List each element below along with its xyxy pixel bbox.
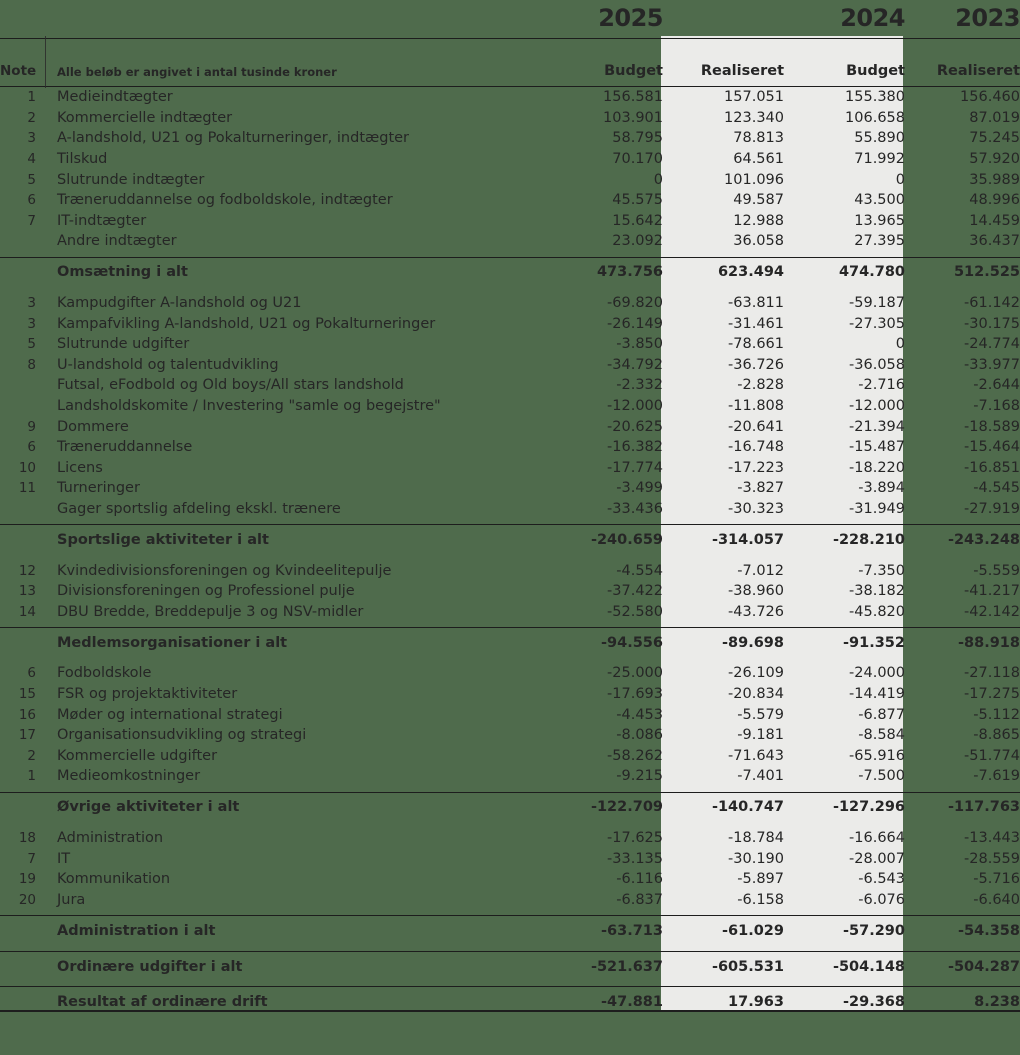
row-label: Administration [57,829,164,846]
value-2024-budget: -504.148 [796,952,917,982]
value-2024-realiseret: -20.834 [728,685,784,702]
value-2025-budget: 156.581 [603,89,663,106]
value-2025-budget: -9.215 [616,768,663,785]
table-row [0,499,1020,520]
note-number [0,628,45,658]
value-2024-realiseret: -2.828 [737,377,784,394]
value-2024-realiseret: -5.579 [737,706,784,723]
value-2024-realiseret: -605.531 [675,952,796,982]
value-2023-realiseret: 48.996 [969,192,1020,209]
value-2025-budget: 473.756 [560,257,675,287]
value-2025-budget: -37.422 [607,583,663,600]
value-2023-realiseret: -2.644 [973,377,1020,394]
note-column-header: Note [0,39,45,87]
row-label: Kommercielle indtægter [57,109,233,126]
value-2024-budget: 27.395 [854,233,905,250]
value-2024-realiseret: -6.158 [737,891,784,908]
value-2024-budget: -24.000 [849,665,905,682]
value-2024-realiseret: -7.401 [737,768,784,785]
value-2023-realiseret: 35.989 [969,171,1020,188]
value-2025-budget: 45.575 [612,192,663,209]
table-row [0,684,1020,705]
note-number: 4 [27,151,36,168]
note-number: 15 [18,685,36,702]
table-row [0,416,1020,437]
value-2023-realiseret: -243.248 [917,525,1020,555]
row-label: Møder og international strategi [57,706,283,723]
value-2024-realiseret: -314.057 [675,525,796,555]
value-2023-realiseret: -27.118 [964,665,1020,682]
row-label: Kampafvikling A-landshold, U21 og Pokalturneringer [57,315,436,332]
value-2024-realiseret: 78.813 [733,130,784,147]
note-number: 9 [27,418,36,435]
year-2023: 2023 [955,4,1020,32]
row-label: Slutrunde udgifter [57,336,190,353]
value-2023-realiseret: -6.640 [973,891,1020,908]
value-2024-realiseret: -9.181 [737,727,784,744]
table-row [0,190,1020,211]
value-2025-budget: -47.881 [560,987,675,1017]
row-label: A-landshold, U21 og Pokalturneringer, indtægter [57,130,410,147]
table-row [0,396,1020,417]
value-2024-realiseret: 17.963 [675,987,796,1017]
value-2024-budget: -16.664 [849,829,905,846]
value-2025-budget: -34.792 [607,356,663,373]
value-2024-budget: 43.500 [854,192,905,209]
row-label: Gager sportslig afdeling ekskl. trænere [57,500,341,517]
value-2025-budget: -6.116 [616,871,663,888]
value-2025-budget: -3.850 [616,336,663,353]
section-total-row [0,525,1020,555]
note-number: 19 [18,871,36,888]
value-2025-budget: -521.637 [560,952,675,982]
table-row [0,725,1020,746]
row-label: Futsal, eFodbold og Old boys/All stars landshold [57,377,404,394]
value-2024-budget: -3.894 [858,480,905,497]
value-2024-budget: -65.916 [849,747,905,764]
row-label: Træneruddannelse og fodboldskole, indtægter [57,192,393,209]
note-number [0,952,45,982]
row-label: IT-indtægter [57,212,147,229]
note-number: 5 [27,171,36,188]
note-number: 20 [18,891,36,908]
value-2023-realiseret: -33.977 [964,356,1020,373]
row-label: Øvrige aktiviteter i alt [45,792,560,822]
row-label: Medieomkostninger [57,768,201,785]
value-2024-realiseret: 64.561 [733,151,784,168]
value-2024-realiseret: -63.811 [728,295,784,312]
value-2024-budget: -8.584 [858,727,905,744]
row-label: Andre indtægter [57,233,177,250]
value-2024-realiseret: -61.029 [675,916,796,946]
value-2025-budget: -33.436 [607,500,663,517]
value-2024-realiseret: -17.223 [728,459,784,476]
table-row [0,169,1020,190]
value-2023-realiseret: -18.589 [964,418,1020,435]
note-number: 12 [18,562,36,579]
value-2023-realiseret: -41.217 [964,583,1020,600]
value-2025-budget: -58.262 [607,747,663,764]
value-2024-realiseret: -7.012 [737,562,784,579]
value-2023-realiseret: -28.559 [964,850,1020,867]
value-2025-budget: 58.795 [612,130,663,147]
value-2025-budget: -26.149 [607,315,663,332]
note-number [0,499,45,520]
value-2024-budget: -36.058 [849,356,905,373]
value-2024-realiseret: -16.748 [728,439,784,456]
value-2023-realiseret: -16.851 [964,459,1020,476]
row-label: Dommere [57,418,129,435]
note-number [0,257,45,287]
value-2024-budget: 55.890 [854,130,905,147]
table-row [0,560,1020,581]
col-header-2024-realiseret: Realiseret [675,39,796,87]
note-number [0,916,45,946]
column-header-row [0,39,1020,87]
col-header-2023-realiseret: Realiseret [917,39,1020,87]
table-row [0,108,1020,129]
value-2025-budget: -122.709 [560,792,675,822]
value-2024-realiseret: -20.641 [728,418,784,435]
note-number: 2 [27,109,36,126]
table-row [0,704,1020,725]
value-2024-budget: -38.182 [849,583,905,600]
value-2023-realiseret: 57.920 [969,151,1020,168]
year-2025: 2025 [598,4,663,32]
section-total-row [0,916,1020,946]
row-label: Ordinære udgifter i alt [45,952,560,982]
row-label: Sportslige aktiviteter i alt [45,525,560,555]
value-2025-budget: -8.086 [616,727,663,744]
note-number: 7 [27,212,36,229]
note-number: 3 [27,295,36,312]
value-2024-realiseret: 12.988 [733,212,784,229]
row-label: Træneruddannelse [57,439,193,456]
value-2024-realiseret: -38.960 [728,583,784,600]
value-2023-realiseret: -5.112 [973,706,1020,723]
note-number: 5 [27,336,36,353]
note-number: 14 [18,603,36,620]
row-label: Landsholdskomite / Investering "samle og begejstre" [57,398,441,415]
value-2023-realiseret: -42.142 [964,603,1020,620]
value-2025-budget: -16.382 [607,439,663,456]
row-label: Fodboldskole [57,665,152,682]
value-2023-realiseret: -7.619 [973,768,1020,785]
value-2024-realiseret: -26.109 [728,665,784,682]
row-label: Resultat af ordinære drift [45,987,560,1017]
row-label: Divisionsforeningen og Professionel pulje [57,583,355,600]
row-label: Medieindtægter [57,89,173,106]
value-2024-realiseret: 123.340 [724,109,784,126]
section-total-row [0,792,1020,822]
value-2024-budget: -91.352 [796,628,917,658]
value-2024-realiseret: 101.096 [724,171,784,188]
table-row [0,149,1020,170]
value-2024-realiseret: -5.897 [737,871,784,888]
table-row [0,375,1020,396]
table-row [0,889,1020,910]
value-2025-budget: -52.580 [607,603,663,620]
value-2023-realiseret: 36.437 [969,233,1020,250]
note-number: 1 [27,768,36,785]
value-2023-realiseret: -88.918 [917,628,1020,658]
value-2025-budget: -240.659 [560,525,675,555]
value-2023-realiseret: -4.545 [973,480,1020,497]
value-2023-realiseret: -30.175 [964,315,1020,332]
table-row [0,663,1020,684]
value-2023-realiseret: 156.460 [960,89,1020,106]
value-2023-realiseret: -54.358 [917,916,1020,946]
table-row [0,766,1020,787]
value-2023-realiseret: -27.919 [964,500,1020,517]
note-column-divider [45,36,46,88]
table-row [0,355,1020,376]
note-number [0,375,45,396]
section-total-row [0,628,1020,658]
grand-total-row [0,952,1020,982]
value-2025-budget: -4.554 [616,562,663,579]
year-2024: 2024 [840,4,905,32]
value-2023-realiseret: -15.464 [964,439,1020,456]
value-2024-budget: 0 [895,336,905,353]
value-2025-budget: -20.625 [607,418,663,435]
value-2024-realiseret: -30.190 [728,850,784,867]
value-2025-budget: -17.625 [607,829,663,846]
value-2024-budget: -6.076 [858,891,905,908]
value-2024-budget: 0 [895,171,905,188]
value-2023-realiseret: -17.275 [964,685,1020,702]
note-number: 3 [27,315,36,332]
value-2024-realiseret: -89.698 [675,628,796,658]
value-2024-budget: -31.949 [849,500,905,517]
row-label: Licens [57,459,103,476]
value-2025-budget: 0 [653,171,663,188]
unit-note-label: Alle beløb er angivet i antal tusinde kroner [45,39,560,87]
note-number: 18 [18,829,36,846]
value-2023-realiseret: -5.559 [973,562,1020,579]
value-2023-realiseret: -24.774 [964,336,1020,353]
value-2024-budget: 155.380 [845,89,905,106]
value-2024-budget: -228.210 [796,525,917,555]
value-2024-budget: -18.220 [849,459,905,476]
year-header-blank [675,0,796,39]
row-label: IT [57,850,71,867]
value-2023-realiseret: 14.459 [969,212,1020,229]
table-row [0,437,1020,458]
value-2024-budget: -6.543 [858,871,905,888]
table-row [0,601,1020,622]
value-2024-budget: 106.658 [845,109,905,126]
table-row [0,458,1020,479]
value-2023-realiseret: -7.168 [973,398,1020,415]
value-2025-budget: -2.332 [616,377,663,394]
value-2025-budget: -17.693 [607,685,663,702]
note-number [0,396,45,417]
row-label: Jura [57,891,86,908]
value-2024-realiseret: -36.726 [728,356,784,373]
value-2025-budget: -33.135 [607,850,663,867]
table-row [0,581,1020,602]
table-bottom-rule [0,1010,1020,1012]
row-label: Kommunikation [57,871,171,888]
table-row [0,293,1020,314]
value-2024-realiseret: -43.726 [728,603,784,620]
value-2024-budget: -59.187 [849,295,905,312]
value-2023-realiseret: -8.865 [973,727,1020,744]
note-number: 6 [27,439,36,456]
value-2025-budget: -94.556 [560,628,675,658]
row-label: Kampudgifter A-landshold og U21 [57,295,302,312]
value-2024-realiseret: -11.808 [728,398,784,415]
row-label: FSR og projektaktiviteter [57,685,238,702]
note-number: 11 [18,480,36,497]
value-2024-realiseret: -71.643 [728,747,784,764]
value-2023-realiseret: -13.443 [964,829,1020,846]
row-label: U-landshold og talentudvikling [57,356,279,373]
value-2025-budget: -17.774 [607,459,663,476]
value-2025-budget: -63.713 [560,916,675,946]
value-2024-realiseret: 49.587 [733,192,784,209]
value-2024-budget: -29.368 [796,987,917,1017]
table-row [0,87,1020,108]
table-row [0,869,1020,890]
value-2025-budget: -25.000 [607,665,663,682]
value-2025-budget: -4.453 [616,706,663,723]
row-label: Organisationsudvikling og strategi [57,727,307,744]
value-2024-budget: 13.965 [854,212,905,229]
value-2024-budget: -21.394 [849,418,905,435]
note-number: 1 [27,89,36,106]
value-2024-budget: 474.780 [796,257,917,287]
table-row [0,128,1020,149]
note-number [0,231,45,252]
value-2024-realiseret: 157.051 [724,89,784,106]
note-number: 2 [27,747,36,764]
value-2024-budget: -2.716 [858,377,905,394]
row-label: DBU Bredde, Breddepulje 3 og NSV-midler [57,603,364,620]
note-number [0,792,45,822]
table-row [0,478,1020,499]
table-row [0,848,1020,869]
value-2024-realiseret: -140.747 [675,792,796,822]
value-2024-realiseret: -78.661 [728,336,784,353]
row-label: Kommercielle udgifter [57,747,218,764]
value-2024-budget: 71.992 [854,151,905,168]
note-number [0,525,45,555]
value-2024-realiseret: -3.827 [737,480,784,497]
note-number: 17 [18,727,36,744]
value-2024-budget: -15.487 [849,439,905,456]
value-2024-budget: -45.820 [849,603,905,620]
value-2024-realiseret: 36.058 [733,233,784,250]
col-header-2024-budget: Budget [796,39,917,87]
section-total-row [0,257,1020,287]
value-2024-budget: -28.007 [849,850,905,867]
table-row [0,211,1020,232]
value-2023-realiseret: 75.245 [969,130,1020,147]
value-2025-budget: 23.092 [612,233,663,250]
value-2025-budget: -6.837 [616,891,663,908]
value-2023-realiseret: -117.763 [917,792,1020,822]
note-number: 13 [18,583,36,600]
note-number: 8 [27,356,36,373]
value-2023-realiseret: -5.716 [973,871,1020,888]
value-2024-budget: -127.296 [796,792,917,822]
value-2024-budget: -6.877 [858,706,905,723]
value-2025-budget: -3.499 [616,480,663,497]
row-label: Turneringer [57,480,140,497]
value-2025-budget: -12.000 [607,398,663,415]
value-2025-budget: 103.901 [603,109,663,126]
note-number: 6 [27,192,36,209]
table-row [0,231,1020,252]
value-2024-realiseret: -31.461 [728,315,784,332]
table-row [0,334,1020,355]
value-2024-realiseret: -18.784 [728,829,784,846]
row-spacer [0,1016,1020,1021]
year-header-row [0,0,1020,39]
value-2023-realiseret: -51.774 [964,747,1020,764]
value-2023-realiseret: -61.142 [964,295,1020,312]
value-2024-budget: -7.500 [858,768,905,785]
note-number: 7 [27,850,36,867]
value-2023-realiseret: 8.238 [917,987,1020,1017]
value-2023-realiseret: -504.287 [917,952,1020,982]
table-row [0,313,1020,334]
value-2025-budget: 70.170 [612,151,663,168]
note-number: 3 [27,130,36,147]
value-2024-realiseret: -30.323 [728,500,784,517]
row-label: Administration i alt [45,916,560,946]
value-2025-budget: -69.820 [607,295,663,312]
row-label: Slutrunde indtægter [57,171,205,188]
year-header-spacer-2 [45,0,560,39]
value-2023-realiseret: 87.019 [969,109,1020,126]
row-label: Medlemsorganisationer i alt [45,628,560,658]
table-row [0,745,1020,766]
note-number: 6 [27,665,36,682]
value-2024-budget: -14.419 [849,685,905,702]
value-2024-budget: -27.305 [849,315,905,332]
table-row [0,828,1020,849]
value-2025-budget: 15.642 [612,212,663,229]
value-2024-budget: -57.290 [796,916,917,946]
value-2023-realiseret: 512.525 [917,257,1020,287]
note-number: 16 [18,706,36,723]
note-number: 10 [18,459,36,476]
value-2024-realiseret: 623.494 [675,257,796,287]
row-label: Kvindedivisionsforeningen og Kvindeelitepulje [57,562,392,579]
row-label: Omsætning i alt [45,257,560,287]
year-header-spacer [0,0,45,39]
value-2024-budget: -12.000 [849,398,905,415]
col-header-2025-budget: Budget [560,39,675,87]
value-2024-budget: -7.350 [858,562,905,579]
row-label: Tilskud [57,151,108,168]
